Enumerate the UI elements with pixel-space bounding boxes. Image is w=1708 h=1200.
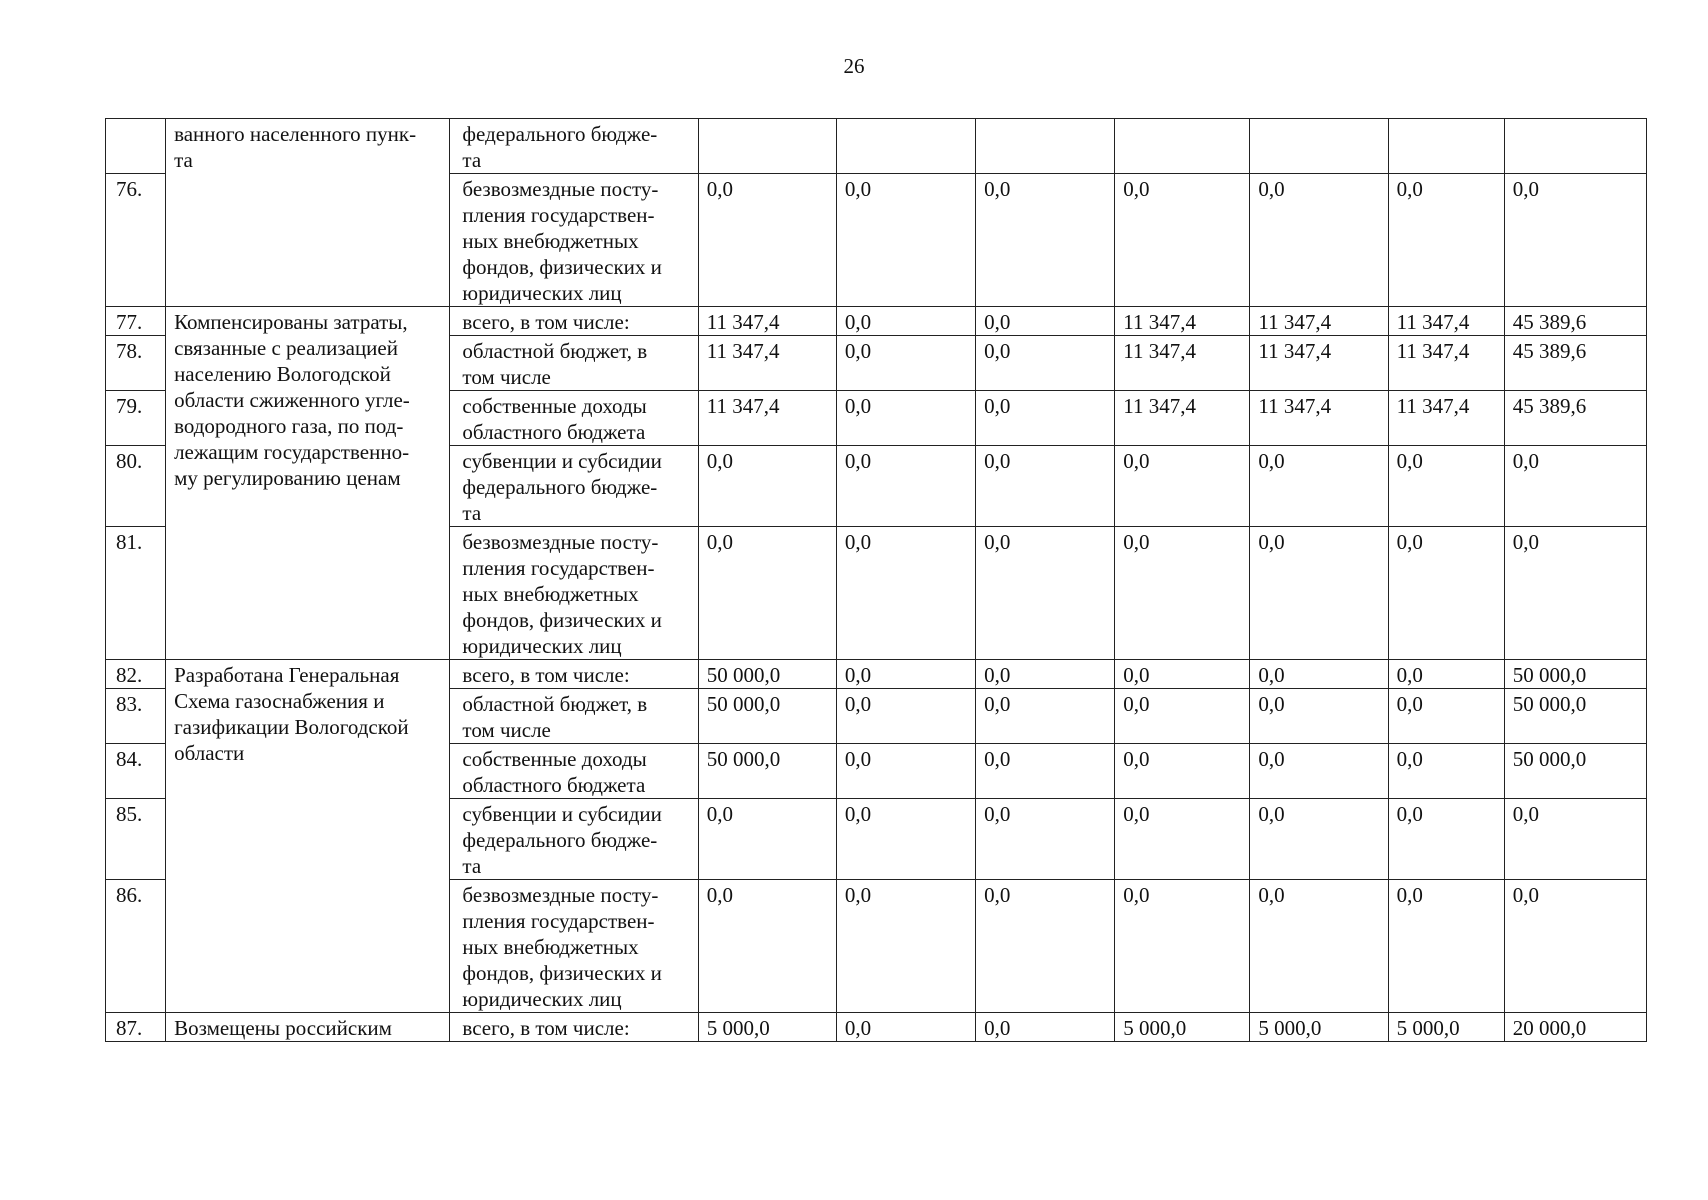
value-cell: 0,0 [836,799,975,880]
value-cell: 0,0 [836,1013,975,1042]
value-cell: 50 000,0 [1504,660,1646,689]
value-cell: 5 000,0 [1388,1013,1504,1042]
value-cell: 0,0 [1388,446,1504,527]
funding-source-cell: всего, в том числе: [450,1013,698,1042]
funding-source-cell: всего, в том числе: [450,660,698,689]
row-number-cell: 80. [106,446,166,527]
value-cell: 0,0 [1250,660,1388,689]
value-cell: 50 000,0 [1504,744,1646,799]
value-cell: 11 347,4 [1115,336,1250,391]
value-cell: 0,0 [1504,527,1646,660]
value-cell: 11 347,4 [1250,307,1388,336]
funding-source-cell: собственные доходы областного бюджета [450,391,698,446]
value-cell: 0,0 [836,744,975,799]
value-cell: 0,0 [1115,689,1250,744]
funding-source-cell: безвозмездные посту- пления государствен- ных внебюджетных фондов, физических и юридических лиц [450,880,698,1013]
value-cell: 0,0 [1388,660,1504,689]
value-cell: 0,0 [976,391,1115,446]
value-cell: 0,0 [1250,446,1388,527]
value-cell: 0,0 [976,1013,1115,1042]
row-number-cell: 82. [106,660,166,689]
value-cell: 0,0 [1388,527,1504,660]
funding-source-cell: субвенции и субсидии федерального бюдже- та [450,799,698,880]
row-number-cell [106,119,166,174]
financing-table [105,118,1647,1042]
value-cell: 0,0 [1250,174,1388,307]
value-cell: 0,0 [836,689,975,744]
value-cell: 50 000,0 [698,689,836,744]
value-cell: 0,0 [1115,446,1250,527]
value-cell: 11 347,4 [1250,391,1388,446]
value-cell [1115,119,1250,174]
value-cell: 0,0 [698,446,836,527]
row-number-cell: 85. [106,799,166,880]
table-row [106,1013,1647,1042]
funding-source-cell: безвозмездные посту- пления государствен- ных внебюджетных фондов, физических и юридических лиц [450,174,698,307]
value-cell: 0,0 [1115,799,1250,880]
row-number-cell: 78. [106,336,166,391]
value-cell: 0,0 [976,307,1115,336]
value-cell: 0,0 [698,880,836,1013]
value-cell: 0,0 [976,744,1115,799]
value-cell [698,119,836,174]
row-number-cell: 81. [106,527,166,660]
value-cell [1388,119,1504,174]
value-cell: 0,0 [1250,689,1388,744]
value-cell: 0,0 [1388,689,1504,744]
value-cell: 5 000,0 [698,1013,836,1042]
value-cell: 11 347,4 [1115,391,1250,446]
value-cell: 45 389,6 [1504,391,1646,446]
value-cell: 5 000,0 [1115,1013,1250,1042]
value-cell: 0,0 [976,689,1115,744]
value-cell: 0,0 [1388,744,1504,799]
value-cell: 0,0 [976,446,1115,527]
measure-name-cell: ванного населенного пунк- та [166,119,450,307]
value-cell: 0,0 [1388,880,1504,1013]
value-cell [976,119,1115,174]
value-cell: 11 347,4 [698,307,836,336]
value-cell: 0,0 [836,446,975,527]
value-cell: 11 347,4 [1388,391,1504,446]
value-cell [836,119,975,174]
value-cell: 0,0 [836,391,975,446]
value-cell [1250,119,1388,174]
page-number: 26 [843,54,865,78]
table-row [106,307,1647,336]
value-cell: 0,0 [1250,880,1388,1013]
row-number-cell: 86. [106,880,166,1013]
value-cell: 0,0 [836,660,975,689]
value-cell: 0,0 [836,880,975,1013]
value-cell: 0,0 [1115,174,1250,307]
value-cell: 0,0 [836,336,975,391]
value-cell: 0,0 [976,336,1115,391]
measure-name-cell: Разработана Генеральная Схема газоснабжения и газификации Вологодской области [166,660,450,1013]
measure-name-cell: Возмещены российским [166,1013,450,1042]
value-cell: 11 347,4 [1250,336,1388,391]
value-cell: 0,0 [1250,799,1388,880]
value-cell: 0,0 [1388,174,1504,307]
value-cell: 11 347,4 [1388,336,1504,391]
value-cell: 11 347,4 [698,391,836,446]
value-cell: 0,0 [976,174,1115,307]
value-cell: 50 000,0 [698,660,836,689]
value-cell: 0,0 [1388,799,1504,880]
value-cell: 0,0 [1504,799,1646,880]
row-number-cell: 87. [106,1013,166,1042]
value-cell: 0,0 [1115,527,1250,660]
value-cell: 45 389,6 [1504,336,1646,391]
value-cell: 0,0 [836,174,975,307]
funding-source-cell: собственные доходы областного бюджета [450,744,698,799]
value-cell: 0,0 [1504,174,1646,307]
value-cell: 0,0 [1115,660,1250,689]
value-cell: 50 000,0 [1504,689,1646,744]
value-cell: 0,0 [976,660,1115,689]
value-cell: 45 389,6 [1504,307,1646,336]
value-cell: 0,0 [836,527,975,660]
value-cell: 0,0 [976,527,1115,660]
table-row [106,119,1647,174]
funding-source-cell: областной бюджет, в том числе [450,689,698,744]
value-cell: 5 000,0 [1250,1013,1388,1042]
row-number-cell: 79. [106,391,166,446]
value-cell: 0,0 [698,174,836,307]
value-cell: 0,0 [1115,880,1250,1013]
value-cell: 0,0 [976,880,1115,1013]
row-number-cell: 84. [106,744,166,799]
value-cell: 20 000,0 [1504,1013,1646,1042]
row-number-cell: 76. [106,174,166,307]
table-body [106,119,1647,1042]
row-number-cell: 83. [106,689,166,744]
value-cell: 11 347,4 [1115,307,1250,336]
value-cell: 0,0 [1504,446,1646,527]
funding-source-cell: всего, в том числе: [450,307,698,336]
measure-name-cell: Компенсированы затраты, связанные с реализацией населению Вологодской области сжиженного угле- водородного газа, по под- лежащим государственно- му регулированию ценам [166,307,450,660]
row-number-cell: 77. [106,307,166,336]
funding-source-cell: субвенции и субсидии федерального бюдже- та [450,446,698,527]
value-cell: 0,0 [1504,880,1646,1013]
value-cell: 0,0 [976,799,1115,880]
table-row [106,660,1647,689]
value-cell: 0,0 [1115,744,1250,799]
value-cell: 0,0 [698,799,836,880]
funding-source-cell: федерального бюдже- та [450,119,698,174]
value-cell: 0,0 [698,527,836,660]
value-cell: 11 347,4 [1388,307,1504,336]
value-cell: 50 000,0 [698,744,836,799]
value-cell: 0,0 [1250,744,1388,799]
funding-source-cell: областной бюджет, в том числе [450,336,698,391]
value-cell [1504,119,1646,174]
funding-source-cell: безвозмездные посту- пления государствен- ных внебюджетных фондов, физических и юридических лиц [450,527,698,660]
value-cell: 0,0 [836,307,975,336]
value-cell: 11 347,4 [698,336,836,391]
value-cell: 0,0 [1250,527,1388,660]
